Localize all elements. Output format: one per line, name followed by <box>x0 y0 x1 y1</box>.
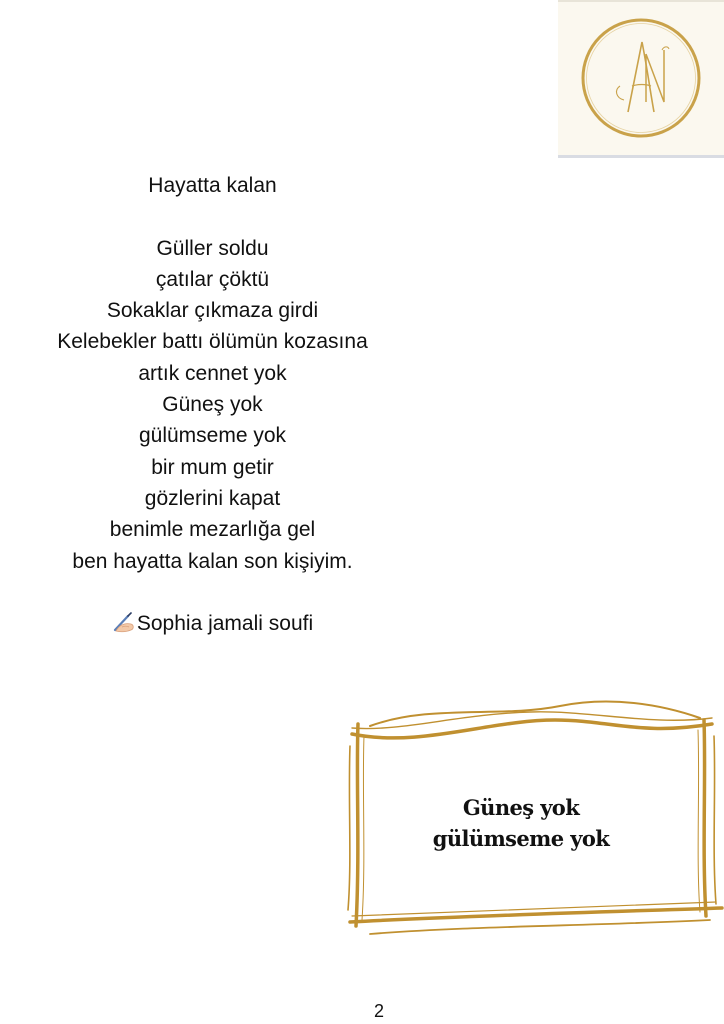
poem-line: ben hayatta kalan son kişiyim. <box>72 549 353 573</box>
stanza-gap <box>0 577 425 608</box>
poem-line: bir mum getir <box>151 455 274 479</box>
frame-quote-line: Güneş yok <box>462 795 580 820</box>
frame-quote-line: gülümseme yok <box>432 826 610 851</box>
writing-hand-icon <box>112 611 136 633</box>
poem-line: Sokaklar çıkmaza girdi <box>106 299 319 323</box>
poem-line: artık cennet yok <box>138 361 287 385</box>
logo-monogram <box>558 2 724 160</box>
author-name: Sophia jamali soufi <box>136 612 314 636</box>
frame-quote <box>340 792 702 854</box>
poem-line: gülümseme yok <box>138 424 287 448</box>
stanza-gap <box>0 201 425 232</box>
poem-line: gözlerini kapat <box>144 486 281 510</box>
quote-frame <box>340 690 724 940</box>
poem-line: Güller soldu <box>156 236 269 260</box>
poem <box>0 170 425 639</box>
poem-title: Hayatta kalan <box>148 174 277 197</box>
page-number: 2 <box>373 1001 384 1021</box>
signature <box>0 608 425 639</box>
logo-box <box>558 0 724 158</box>
poem-line: çatılar çöktü <box>155 267 270 291</box>
poem-line: benimle mezarlığa gel <box>109 518 316 542</box>
poem-line: Kelebekler battı ölümün kozasına <box>57 330 368 354</box>
poem-line: Güneş yok <box>162 393 263 417</box>
